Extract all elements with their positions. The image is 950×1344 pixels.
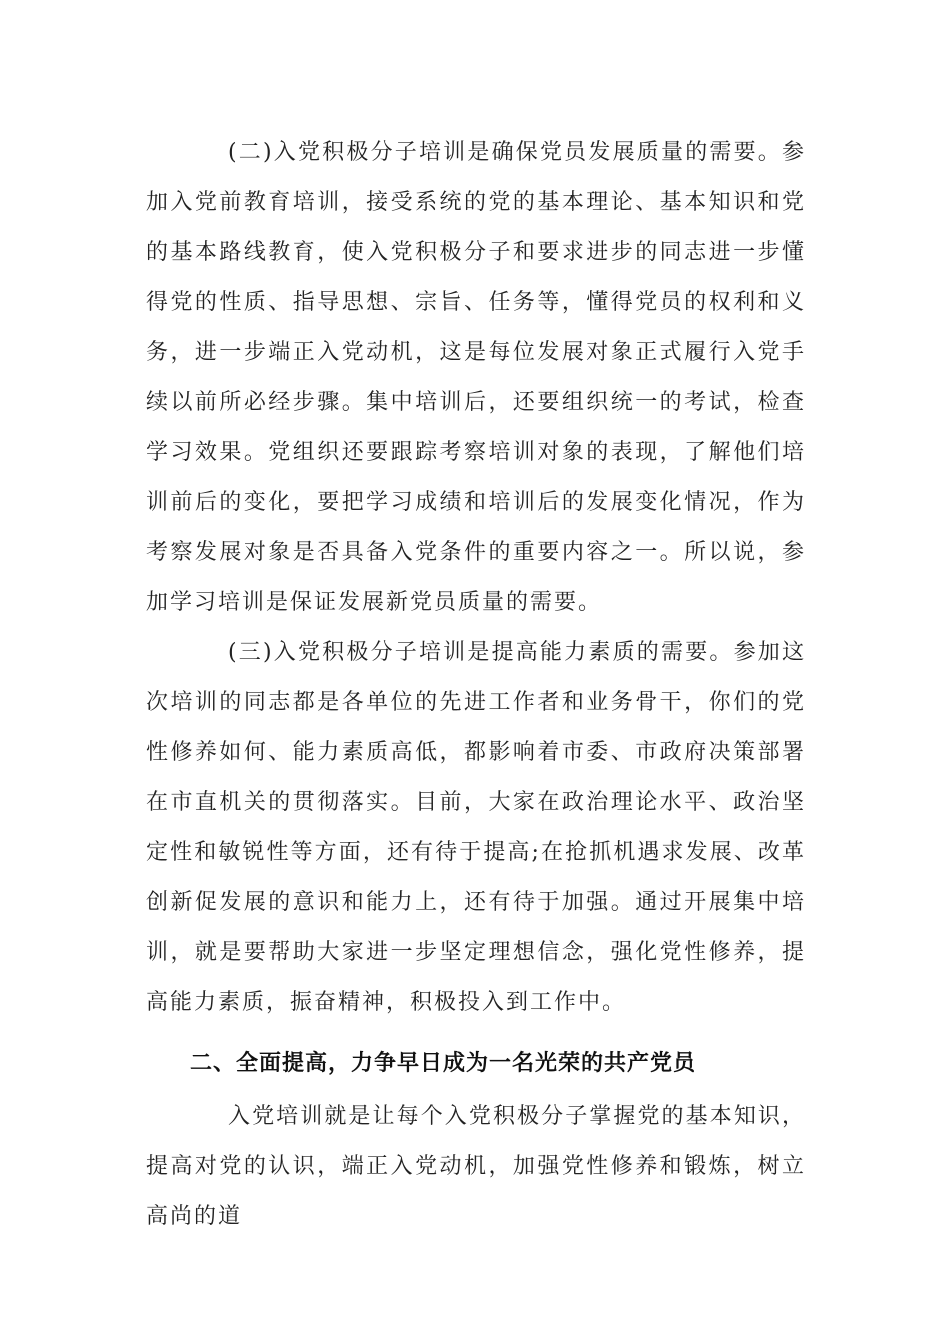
paragraph-training-quality: (二)入党积极分子培训是确保党员发展质量的需要。参加入党前教育培训，接受系统的党的基本理论、基本知识和党的基本路线教育，使入党积极分子和要求进步的同志进一步懂得党的性质、指导思想、宗旨、任务等，懂得党员的权利和义务，进一步端正入党动机，这是每位发展对象正式履行入党手续以前所必经步骤。集中培训后，还要组织统一的考试，检查学习效果。党组织还要跟踪考察培训对象的表现，了解他们培训前后的变化，要把学习成绩和培训后的发展变化情况，作为考察发展对象是否具备入党条件的重要内容之一。所以说，参加学习培训是保证发展新党员质量的需要。 bbox=[146, 140, 806, 615]
section-heading: 二、全面提高，力争早日成为一名光荣的共产党员 bbox=[190, 1051, 697, 1076]
document-body bbox=[146, 128, 806, 1242]
paragraph-training-ability: (三)入党积极分子培训是提高能力素质的需要。参加这次培训的同志都是各单位的先进工作者和业务骨干，你们的党性修养如何、能力素质高低，都影响着市委、市政府决策部署在市直机关的贯彻落实。目前，大家在政治理论水平、政治坚定性和敏锐性等方面，还有待于提高;在抢抓机遇求发展、改革创新促发展的意识和能力上，还有待于加强。通过开展集中培训，就是要帮助大家进一步坚定理想信念，强化党性修养，提高能力素质，振奋精神，积极投入到工作中。 bbox=[146, 640, 806, 1015]
paragraph-section-two-intro: 入党培训就是让每个入党积极分子掌握党的基本知识，提高对党的认识，端正入党动机，加强党性修养和锻炼，树立高尚的道 bbox=[146, 1104, 806, 1229]
